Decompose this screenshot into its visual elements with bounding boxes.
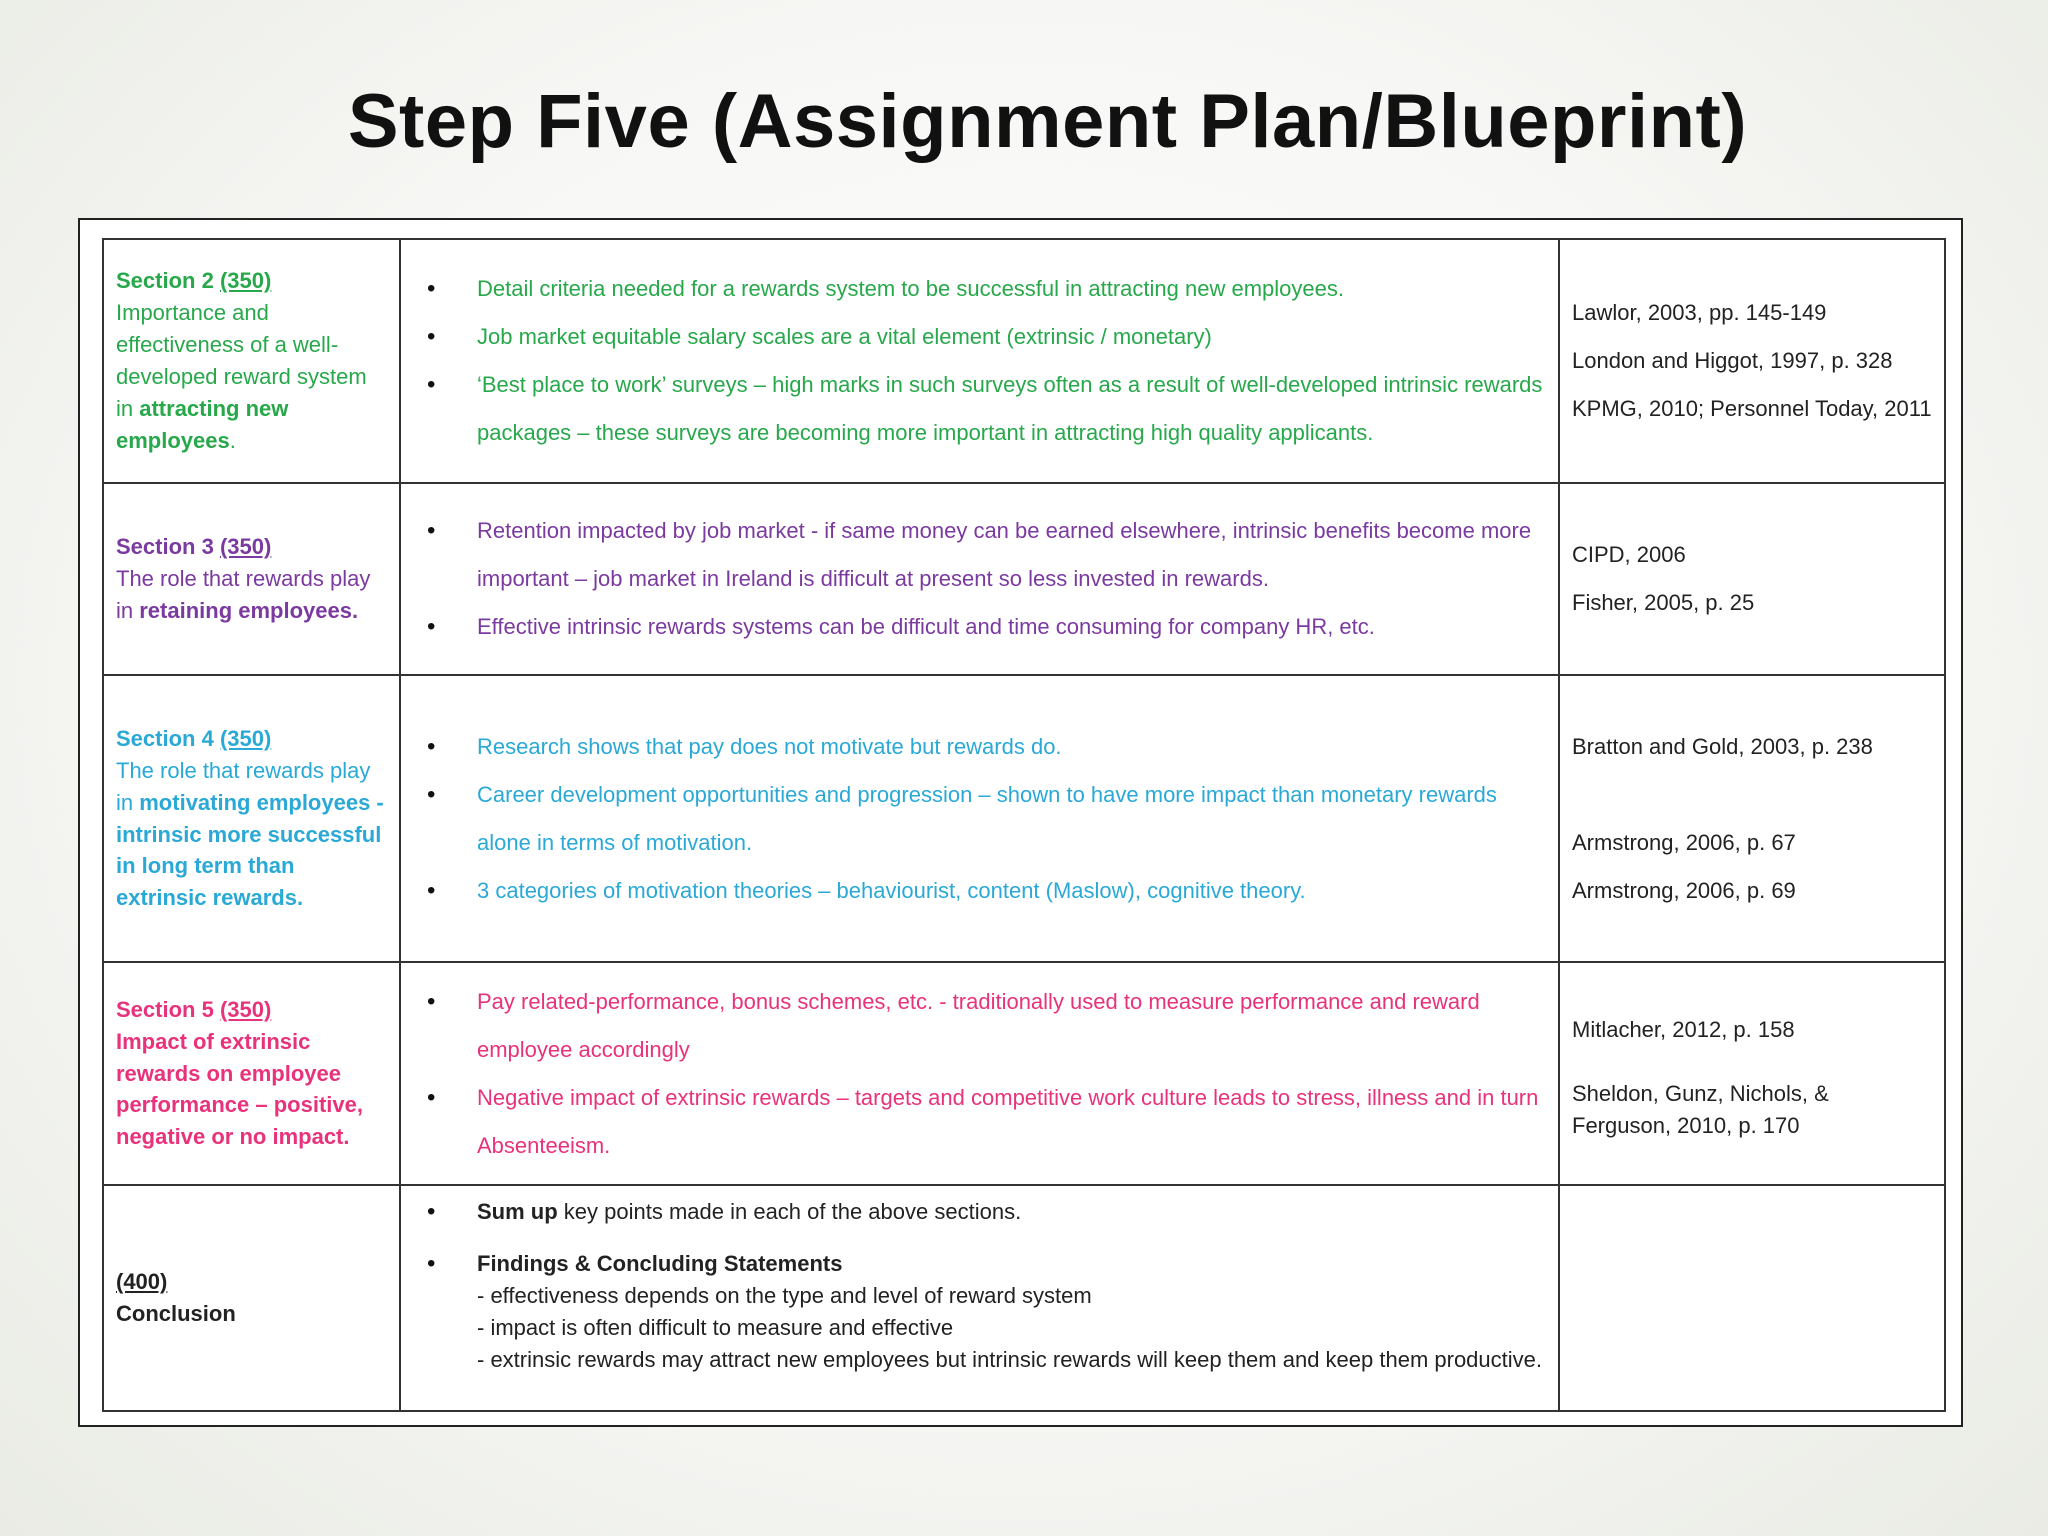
section-5-points-cell bbox=[400, 962, 1559, 1185]
table-frame bbox=[78, 218, 1963, 1427]
conclusion-subpoint: - effectiveness depends on the type and level of reward system bbox=[477, 1283, 1092, 1308]
list-item bbox=[427, 1196, 1546, 1228]
reference: Armstrong, 2006, p. 67 bbox=[1572, 829, 1796, 855]
reference: Sheldon, Gunz, Nichols, & Ferguson, 2010, p. 170 bbox=[1572, 1080, 1829, 1138]
reference: CIPD, 2006 bbox=[1572, 542, 1686, 567]
reference: London and Higgot, 1997, p. 328 bbox=[1572, 348, 1893, 373]
section-3-points-cell bbox=[400, 483, 1559, 675]
section-2-points-cell bbox=[400, 239, 1559, 483]
section-3-label: Section 3 bbox=[116, 534, 214, 560]
section-4-refs bbox=[1559, 675, 1945, 962]
conclusion-points-cell bbox=[400, 1185, 1559, 1411]
section-4-cell bbox=[103, 675, 400, 962]
list-item: • 3 categories of motivation theories – behaviourist, content (Maslow), cognitive theory. bbox=[427, 867, 1546, 915]
plan-table bbox=[102, 238, 1946, 1412]
table-row-section-3 bbox=[103, 483, 1945, 675]
conclusion-label: Conclusion bbox=[116, 1301, 236, 1326]
section-2-refs bbox=[1559, 239, 1945, 483]
list-item: • Career development opportunities and progression – shown to have more impact than monetary rewards alone in terms of motivation. bbox=[427, 771, 1546, 867]
section-2-desc-end: . bbox=[229, 427, 236, 453]
table-row-section-4 bbox=[103, 675, 1945, 962]
section-2-points: (350) bbox=[219, 268, 272, 294]
section-4-points: (350) bbox=[219, 725, 272, 751]
section-3-cell bbox=[103, 483, 400, 675]
reference: Bratton and Gold, 2003, p. 238 bbox=[1572, 733, 1873, 759]
conclusion-cell bbox=[103, 1185, 400, 1411]
list-item bbox=[427, 1248, 1546, 1280]
section-5-refs bbox=[1559, 962, 1945, 1185]
findings-heading: Findings & Concluding Statements bbox=[477, 1251, 843, 1276]
list-item: • Pay related-performance, bonus schemes, etc. - traditionally used to measure performance and reward employee accordingly bbox=[427, 978, 1546, 1074]
list-item: • ‘Best place to work’ surveys – high marks in such surveys often as a result of well-developed intrinsic rewards packages – these surveys are becoming more important in attracting high quality applicants. bbox=[427, 361, 1546, 457]
section-2-label: Section 2 bbox=[116, 268, 214, 294]
list-item: • Detail criteria needed for a rewards system to be successful in attracting new employees. bbox=[427, 265, 1546, 313]
section-4-desc: The role that rewards play in bbox=[116, 757, 371, 815]
conclusion-subpoint: - impact is often difficult to measure and effective bbox=[477, 1315, 954, 1340]
section-2-desc: Importance and effectiveness of a well-developed reward system in bbox=[116, 300, 367, 421]
list-item: • Research shows that pay does not motivate but rewards do. bbox=[427, 723, 1546, 771]
conclusion-subpoint: - extrinsic rewards may attract new employees but intrinsic rewards will keep them and keep them productive. bbox=[477, 1347, 1543, 1372]
conclusion-points: (400) bbox=[116, 1269, 168, 1295]
section-4-points-cell bbox=[400, 675, 1559, 962]
table-row-section-5 bbox=[103, 962, 1945, 1185]
reference: Lawlor, 2003, pp. 145-149 bbox=[1572, 300, 1827, 325]
section-5-label: Section 5 bbox=[116, 996, 214, 1022]
list-item: • Retention impacted by job market - if same money can be earned elsewhere, intrinsic benefits become more important – job market in Ireland is difficult at present so less invested in rewards. bbox=[427, 507, 1546, 603]
section-5-cell bbox=[103, 962, 400, 1185]
section-4-label: Section 4 bbox=[116, 725, 214, 751]
reference: Armstrong, 2006, p. 69 bbox=[1572, 877, 1796, 903]
list-item: • Effective intrinsic rewards systems can be difficult and time consuming for company HR, etc. bbox=[427, 603, 1546, 651]
section-4-desc-bold: motivating employees - intrinsic more successful in long term than extrinsic rewards. bbox=[116, 789, 384, 911]
conclusion-refs bbox=[1559, 1185, 1945, 1411]
list-item: • Job market equitable salary scales are a vital element (extrinsic / monetary) bbox=[427, 313, 1546, 361]
list-item: • Negative impact of extrinsic rewards – targets and competitive work culture leads to stress, illness and in turn Absenteeism. bbox=[427, 1074, 1546, 1170]
slide-title: Step Five (Assignment Plan/Blueprint) bbox=[347, 79, 1748, 164]
section-3-refs bbox=[1559, 483, 1945, 675]
table-row-conclusion bbox=[103, 1185, 1945, 1411]
reference: Mitlacher, 2012, p. 158 bbox=[1572, 1016, 1795, 1042]
section-2-desc-bold: attracting new employees bbox=[116, 395, 289, 453]
reference: KPMG, 2010; Personnel Today, 2011 bbox=[1572, 396, 1932, 421]
section-5-desc-bold: Impact of extrinsic rewards on employee performance – positive, negative or no impact. bbox=[116, 1028, 363, 1150]
sum-up-rest: key points made in each of the above sections. bbox=[557, 1199, 1022, 1224]
section-3-points: (350) bbox=[219, 534, 272, 560]
table-row-section-2 bbox=[103, 239, 1945, 483]
section-3-desc: The role that rewards play in bbox=[116, 566, 371, 623]
section-3-desc-bold: retaining employees. bbox=[139, 597, 359, 623]
sum-up-bold: Sum up bbox=[477, 1199, 558, 1224]
reference: Fisher, 2005, p. 25 bbox=[1572, 590, 1755, 615]
section-2-cell bbox=[103, 239, 400, 483]
section-5-points: (350) bbox=[219, 996, 272, 1022]
